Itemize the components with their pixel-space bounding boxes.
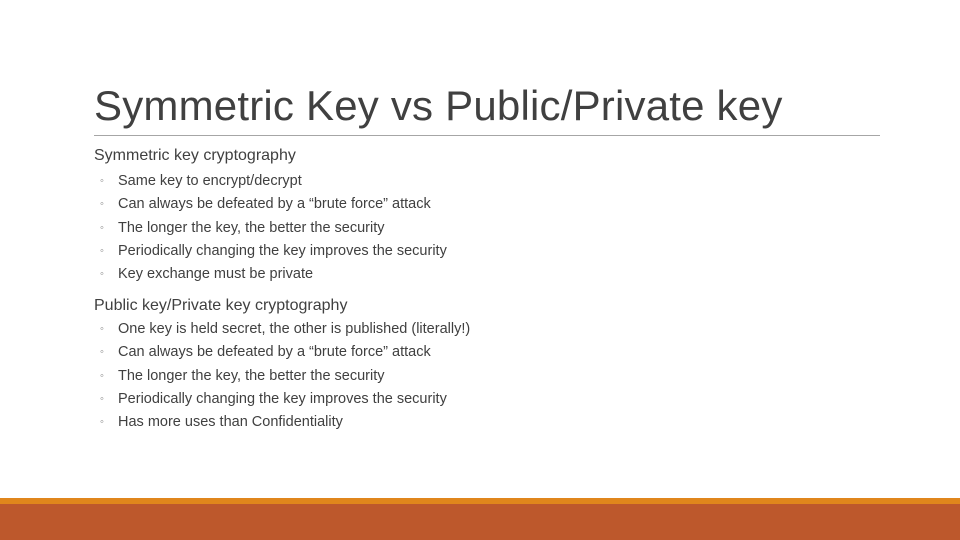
- list-item: [100, 193, 447, 216]
- list-item: [100, 240, 447, 263]
- list-item: [100, 263, 447, 286]
- section-heading-symmetric: Symmetric key cryptography: [94, 147, 296, 164]
- hollow-circle-bullet-icon: ◦: [100, 392, 104, 405]
- section-heading-public-private: Public key/Private key cryptography: [94, 297, 348, 314]
- list-item-text: The longer the key, the better the security: [118, 219, 385, 236]
- hollow-circle-bullet-icon: ◦: [100, 369, 104, 382]
- bullet-list-symmetric: [100, 170, 447, 286]
- hollow-circle-bullet-icon: ◦: [100, 268, 104, 281]
- footer-bar: [0, 504, 960, 540]
- list-item-text: Has more uses than Confidentiality: [118, 414, 343, 431]
- hollow-circle-bullet-icon: ◦: [100, 175, 104, 187]
- list-item: [100, 365, 470, 388]
- bullet-list-public-private: [100, 318, 470, 434]
- list-item: [100, 411, 470, 434]
- list-item-text: Periodically changing the key improves the security: [118, 242, 447, 259]
- list-item: [100, 388, 470, 411]
- list-item-text: Periodically changing the key improves the security: [118, 390, 447, 407]
- list-item: [100, 341, 470, 364]
- hollow-circle-bullet-icon: ◦: [100, 323, 104, 335]
- hollow-circle-bullet-icon: ◦: [100, 198, 104, 211]
- title-divider: [94, 135, 880, 136]
- list-item-text: Same key to encrypt/decrypt: [118, 173, 302, 189]
- hollow-circle-bullet-icon: ◦: [100, 346, 104, 359]
- list-item-text: Can always be defeated by a “brute force” attack: [118, 196, 431, 213]
- slide-title: Symmetric Key vs Public/Private key: [94, 82, 783, 129]
- list-item-text: The longer the key, the better the security: [118, 367, 385, 384]
- list-item: [100, 170, 447, 193]
- hollow-circle-bullet-icon: ◦: [100, 244, 104, 257]
- list-item-text: Key exchange must be private: [118, 266, 314, 283]
- list-item: [100, 217, 447, 240]
- list-item: [100, 318, 470, 341]
- hollow-circle-bullet-icon: ◦: [100, 221, 104, 234]
- list-item-text: Can always be defeated by a “brute force” attack: [118, 344, 431, 361]
- list-item-text: One key is held secret, the other is published (literally!): [118, 321, 471, 337]
- hollow-circle-bullet-icon: ◦: [100, 416, 104, 429]
